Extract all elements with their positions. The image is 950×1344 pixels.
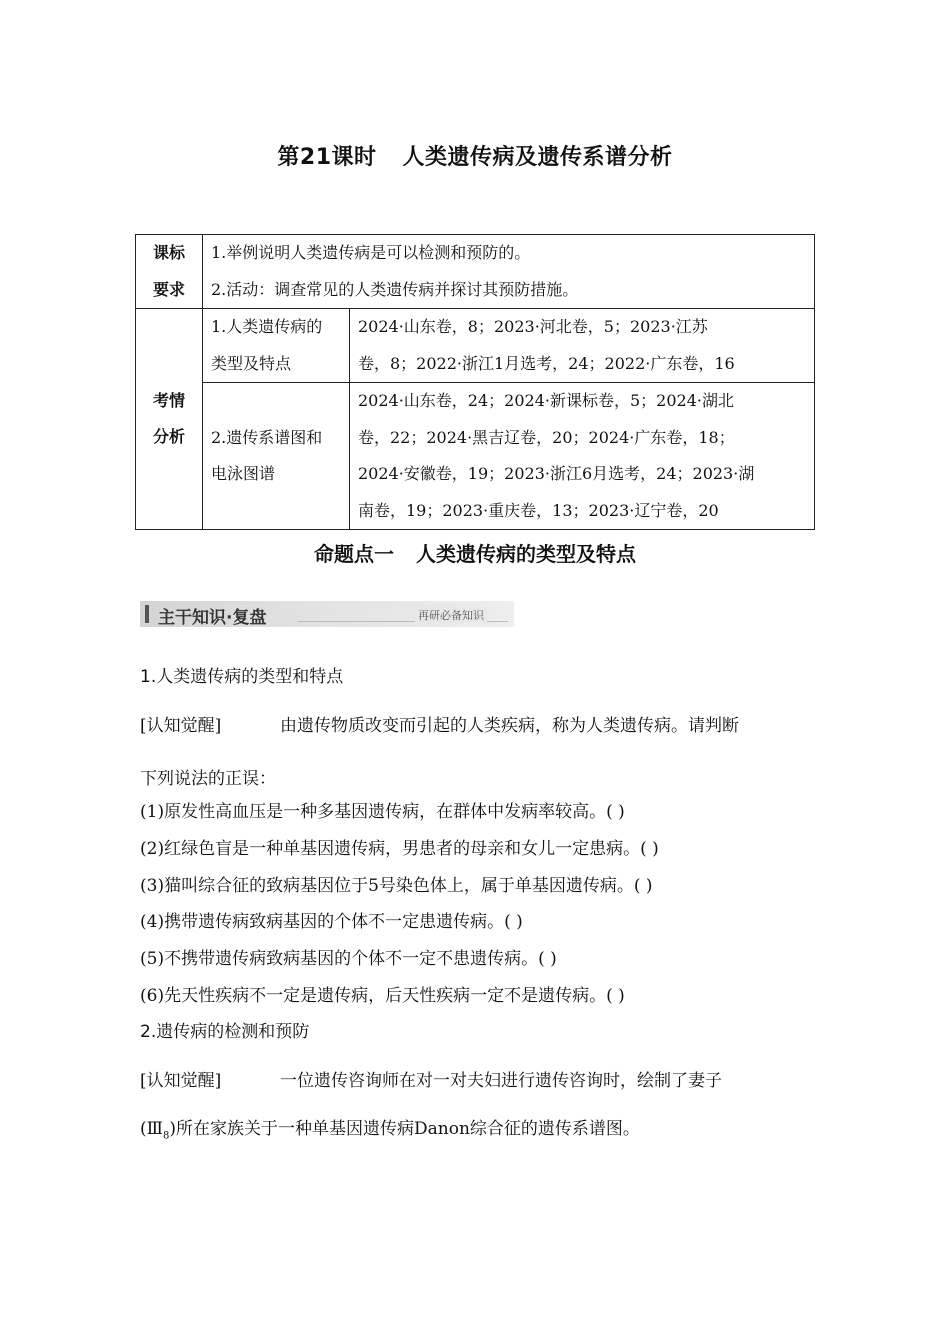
topic1-sources-cell: 2024·山东卷，8；2023·河北卷，5；2023·江苏 卷，8；2022·浙江1月选考，24；2022·广东卷，16 (350, 309, 815, 383)
page-title (0, 140, 950, 171)
banner-bar-icon (145, 605, 149, 623)
exam-header-cell: 考情 分析 (136, 309, 203, 530)
list-item: (5)不携带遗传病致病基因的个体不一定不患遗传病。( ) (140, 949, 557, 969)
list-item: (3)猫叫综合征的致病基因位于5号染色体上，属于单基因遗传病。( ) (140, 876, 653, 896)
lesson-number: 第21课时 (277, 145, 377, 170)
awareness-tag: [认知觉醒] (140, 716, 222, 736)
paragraph-2-cont: $(Ⅲ_8)$所在家族关于一种单基因遗传病Danon综合征的遗传系谱图。 (140, 1119, 640, 1142)
banner-subtitle: 再研必备知识 (415, 607, 487, 623)
list-item: (2)红绿色盲是一种单基因遗传病，男患者的母亲和女儿一定患病。( ) (140, 839, 659, 859)
table-row (136, 383, 815, 530)
topic2-sources-cell: 2024·山东卷，24；2024·新课标卷，5；2024·湖北 卷，22；2024·黑吉辽卷，20；2024·广东卷，18； 2024·安徽卷，19；2023·浙江6月选考，24；2023·湖 南卷，19；2023·重庆卷，13；2023·辽宁卷，20 (350, 383, 815, 530)
table-row (136, 235, 815, 309)
paragraph-2: [认知觉醒] 一位遗传咨询师在对一对夫妇进行遗传咨询时，绘制了妻子 (140, 1066, 722, 1091)
lesson-topic: 人类遗传病及遗传系谱分析 (402, 145, 673, 170)
knowledge-banner (140, 601, 514, 627)
awareness-tag: [认知觉醒] (140, 1071, 222, 1091)
curriculum-table (135, 234, 815, 530)
subheading-1: 1.人类遗传病的类型和特点 (140, 667, 344, 687)
section-heading: 命题点一 人类遗传病的类型及特点 (314, 542, 636, 566)
subheading-2: 2.遗传病的检测和预防 (140, 1022, 310, 1042)
req-content-cell: 1.举例说明人类遗传病是可以检测和预防的。 2.活动：调查常见的人类遗传病并探讨其预防措施。 (203, 235, 815, 309)
paragraph-1-cont: 下列说法的正误： (140, 769, 276, 789)
list-item: (4)携带遗传病致病基因的个体不一定患遗传病。( ) (140, 912, 523, 932)
topic1-cell: 1.人类遗传病的 类型及特点 (203, 309, 350, 383)
topic2-cell: 2.遗传系谱图和 电泳图谱 (203, 383, 350, 530)
banner-title: 主干知识·复盘 (158, 608, 267, 628)
paragraph-1: [认知觉醒] 由遗传物质改变而引起的人类疾病，称为人类遗传病。请判断 (140, 711, 739, 736)
list-item: (6)先天性疾病不一定是遗传病，后天性疾病一定不是遗传病。( ) (140, 986, 625, 1006)
list-item: (1)原发性高血压是一种多基因遗传病，在群体中发病率较高。( ) (140, 802, 625, 822)
req-header-cell: 课标 要求 (136, 235, 203, 309)
table-row (136, 309, 815, 383)
